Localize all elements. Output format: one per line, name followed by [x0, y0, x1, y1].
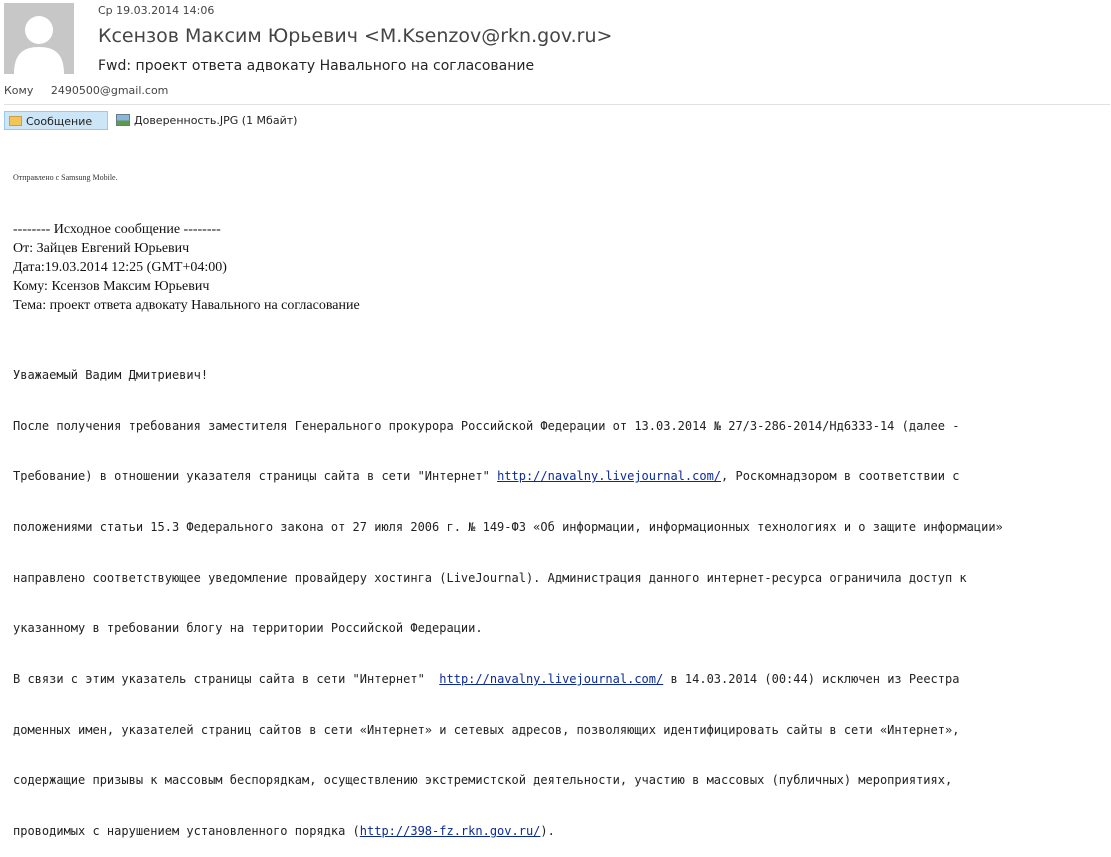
person-silhouette-icon: [4, 3, 74, 74]
body-line: направлено соответствующее уведомление провайдеру хостинга (LiveJournal). Администрация данного интернет-ресурса ограничила доступ к: [13, 570, 967, 585]
body-line: [13, 468, 1111, 485]
body-greeting: Уважаемый Вадим Дмитриевич!: [13, 367, 209, 382]
message-date: Ср 19.03.2014 14:06: [98, 4, 215, 17]
body-text-segment: проводимых с нарушением установленного порядка (: [13, 824, 360, 839]
recipient-row: [4, 84, 168, 97]
envelope-icon: [9, 116, 22, 126]
message-tab[interactable]: [4, 111, 108, 130]
sender-name[interactable]: Ксензов Максим Юрьевич <M.Ksenzov@rkn.gov.ru>: [98, 25, 613, 47]
body-text-segment: , Роскомнадзором в соответствии с: [721, 469, 960, 484]
message-header: [0, 0, 1111, 104]
body-text-segment: В связи с этим указатель страницы сайта в сети "Интернет": [13, 672, 440, 687]
navalny-blog-link[interactable]: http://navalny.livejournal.com/: [497, 469, 722, 484]
original-date: Дата:19.03.2014 12:25 (GMT+04:00): [13, 260, 227, 275]
original-from: От: Зайцев Евгений Юрьевич: [13, 241, 190, 256]
registry-link[interactable]: http://398-fz.rkn.gov.ru/: [359, 824, 541, 839]
sent-from-signature: Отправлено с Samsung Mobile.: [13, 173, 118, 182]
body-line: [13, 671, 1111, 688]
body-text-segment: ).: [540, 824, 555, 839]
original-subject: Тема: проект ответа адвокату Навального на согласование: [13, 298, 360, 313]
body-text-segment: Требование) в отношении указателя страницы сайта в сети "Интернет": [13, 469, 498, 484]
body-line: доменных имен, указателей страниц сайтов в сети «Интернет» и сетевых адресов, позволяющих идентифицировать сайты в сети «Интернет»,: [13, 722, 960, 737]
avatar[interactable]: [4, 3, 74, 74]
original-separator: -------- Исходное сообщение --------: [13, 222, 221, 237]
body-line: положениями статьи 15.3 Федерального закона от 27 июля 2006 г. № 149-ФЗ «Об информации, информационных технологиях и о защите информации»: [13, 519, 1003, 534]
body-line: содержащие призывы к массовым беспорядкам, осуществлению экстремистской деятельности, участию в массовых (публичных) мероприятиях,: [13, 773, 953, 788]
image-file-icon: [116, 114, 130, 126]
message-subject: Fwd: проект ответа адвокату Навального на согласование: [98, 58, 535, 74]
attachment-file-label: Доверенность.JPG (1 Мбайт): [134, 114, 298, 127]
body-line: После получения требования заместителя Генерального прокурора Российской Федерации от 13.03.2014 № 27/3-286-2014/Нд6333-14 (далее -: [13, 418, 960, 433]
original-to: Кому: Ксензов Максим Юрьевич: [13, 279, 210, 294]
body-line: [13, 823, 1111, 840]
body-line: указанному в требовании блогу на территории Российской Федерации.: [13, 621, 483, 636]
header-divider: [4, 104, 1110, 105]
recipient-address[interactable]: 2490500@gmail.com: [50, 84, 169, 97]
message-tab-label: Сообщение: [26, 115, 93, 128]
attachment-file[interactable]: [114, 111, 297, 130]
message-body: [13, 333, 1111, 857]
navalny-blog-link[interactable]: http://navalny.livejournal.com/: [439, 672, 664, 687]
to-label: Кому: [4, 84, 34, 97]
original-message-header: [13, 220, 360, 315]
body-text-segment: в 14.03.2014 (00:44) исключен из Реестра: [663, 672, 960, 687]
